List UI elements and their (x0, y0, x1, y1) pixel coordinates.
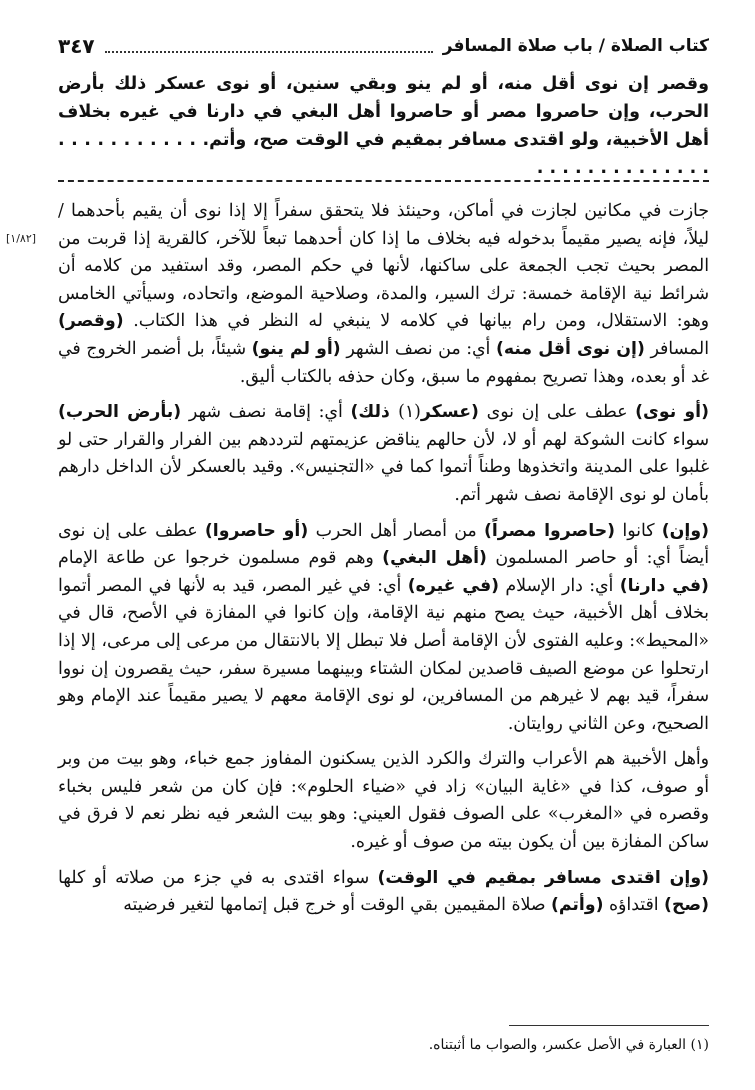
commentary-text: صلاة المقيمين بقي الوقت أو خرج قبل إتمامها لتغير فرضيته (123, 895, 551, 916)
quoted-matn-phrase: (بأرض الحرب) (58, 402, 182, 423)
running-header (58, 34, 709, 58)
commentary-text: سواء اقتدى به في جزء من صلاته أو كلها (58, 867, 378, 888)
commentary-text: (١) (398, 402, 421, 423)
commentary-text: وهم قوم مسلمون خرجوا عن طاعة الإمام (58, 548, 383, 569)
quoted-matn-phrase: (حاصروا مصراً) (483, 520, 616, 541)
quoted-matn-phrase: (أو نوى) (635, 402, 709, 423)
commentary-text: شيئاً، بل أضمر الخروج في غد أو بعده، وهذا تصريح بمفهوم ما سبق، وكان حذفه بالكتاب أليق. (58, 338, 709, 387)
footnote-rule (509, 1025, 709, 1026)
commentary-text: كانوا (615, 520, 662, 541)
quoted-matn-phrase: (أو لم ينو) (251, 338, 341, 359)
commentary-paragraph (58, 746, 709, 856)
commentary-text: أي: من نصف الشهر (340, 338, 496, 359)
commentary-text: جازت في مكانين لجازت في أماكن، وحينئذ فلا يتحقق سفراً إلا إذا نوى أن يقيم بأحدهما / ليلاً، فإنه يصير مقيماً بدخوله فيه بخلاف ما إذا كان أحدهما تبعاً للآخر، كالقرية إذا قربت من المصر بحيث تجب الجمعة على ساكنها، لأنها في حكم المصر، وقد استفيد من كلامه أن شرائط نية الإقامة خمسة: ترك السير، والمدة، وصلاحية الموضع، واتحاده، وسيأتي الخامس وهو: الاستقلال، ومن رام بيانها في كلامه لا ينبغي له النظر في هذا الكتاب. (58, 201, 709, 332)
quoted-matn-phrase: ذلك) (350, 402, 399, 423)
commentary-paragraph (58, 399, 709, 509)
commentary-paragraph (58, 518, 709, 739)
commentary-text: من أمصار أهل الحرب (308, 520, 484, 541)
quoted-matn-phrase: (أهل البغي) (382, 548, 487, 569)
commentary-text: المسافر (644, 338, 709, 359)
commentary (58, 198, 709, 928)
quoted-matn-phrase: (وإن اقتدى مسافر بمقيم في الوقت) (377, 867, 709, 888)
commentary-paragraph (58, 198, 709, 391)
page-number: ٣٤٧ (58, 34, 95, 58)
main-text: وقصر إن نوى أقل منه، أو لم ينو وبقي سنين، أو نوى عسكر ذلك بأرض الحرب، وإن حاصروا مصر أو حاصروا أهل البغي في دارنا في غيره بخلاف أهل الأخبية، ولو اقتدى مسافر بمقيم في الوقت صح، وأتم. . . . . . . . . . . . . . . . . . . . . . . . . . (58, 74, 709, 178)
chapter-title: كتاب الصلاة / باب صلاة المسافر (442, 36, 709, 56)
commentary-text: عطف على إن نوى أيضاً أي: أو حاصر المسلمون (58, 520, 709, 569)
text-separator (58, 180, 709, 182)
commentary-text: سواء كانت الشوكة لهم أو لا، لأن حالهم يناقض عزيمتهم لترددهم بين الفرار والقرار حتى لو غلبوا على المدينة واتخذوها وطناً أتموا كما في «التجنيس». وقيد بالعسكر لأن الداخل دارهم بأمان لو نوى الإقامة نصف شهر أتم. (58, 429, 709, 505)
quoted-matn-phrase: (صح) (664, 895, 709, 916)
commentary-text: عطف على إن نوى (478, 402, 636, 423)
commentary-text: أي: إقامة نصف شهر (181, 402, 351, 423)
commentary-text: وأهل الأخبية هم الأعراب والترك والكرد الذين يسكنون المفاوز جمع خباء، وهو بيت من وبر أو صوف، كذا في «غاية البيان» زاد في «ضياء الحلوم»: فإن كان من شعر فليس بخباء وقصره في «المغرب» على الصوف فقول العيني: وهو بيت الشعر فيه نظر نعم لا فرق في ساكن المفازة بين أن يكون بيته من صوف أو غيره. (58, 749, 709, 853)
margin-reference: [١/٨٢] (6, 232, 37, 245)
commentary-paragraph (58, 865, 709, 920)
quoted-matn-phrase: (في دارنا) (619, 575, 709, 596)
quoted-matn-phrase: (إن نوى أقل منه) (495, 338, 645, 359)
header-dot-leader (105, 39, 433, 53)
commentary-text: اقتداؤه (603, 895, 665, 916)
commentary-text: أي: دار الإسلام (499, 575, 620, 596)
quoted-matn-phrase: (في غيره) (407, 575, 500, 596)
footnote: (١) العبارة في الأصل عكسر، والصواب ما أثبتناه. (428, 1037, 709, 1053)
quoted-matn-phrase: (أو حاصروا) (204, 520, 309, 541)
quoted-matn-phrase: (وأتم) (550, 895, 604, 916)
quoted-matn-phrase: (وقصر) (58, 311, 124, 332)
commentary-text: أي: في غير المصر، قيد به لأنها في المصر أتموا بخلاف أهل الأخبية، حيث يصح منهم نية الإقامة، وإن كانوا في المفازة في الأصح، قال في «المحيط»: وعليه الفتوى لأن الإقامة أصل فلا تبطل إلا بالانتقال من مرعى إلى مرعى، إلا إذا ارتحلوا عن موضع الصيف قاصدين لمكان الشتاء وبينهما مسيرة سفر، حيث يقصرون إن نووا سفراً، قيد بهم لا غيرهم من المسافرين، لو نوى الإقامة معهم لا يصير مقيماً عند الإمام وهو الصحيح، وعن الثاني روايتان. (58, 575, 709, 734)
quoted-matn-phrase: (عسكر (420, 402, 479, 423)
quoted-matn-phrase: (وإن) (661, 520, 709, 541)
